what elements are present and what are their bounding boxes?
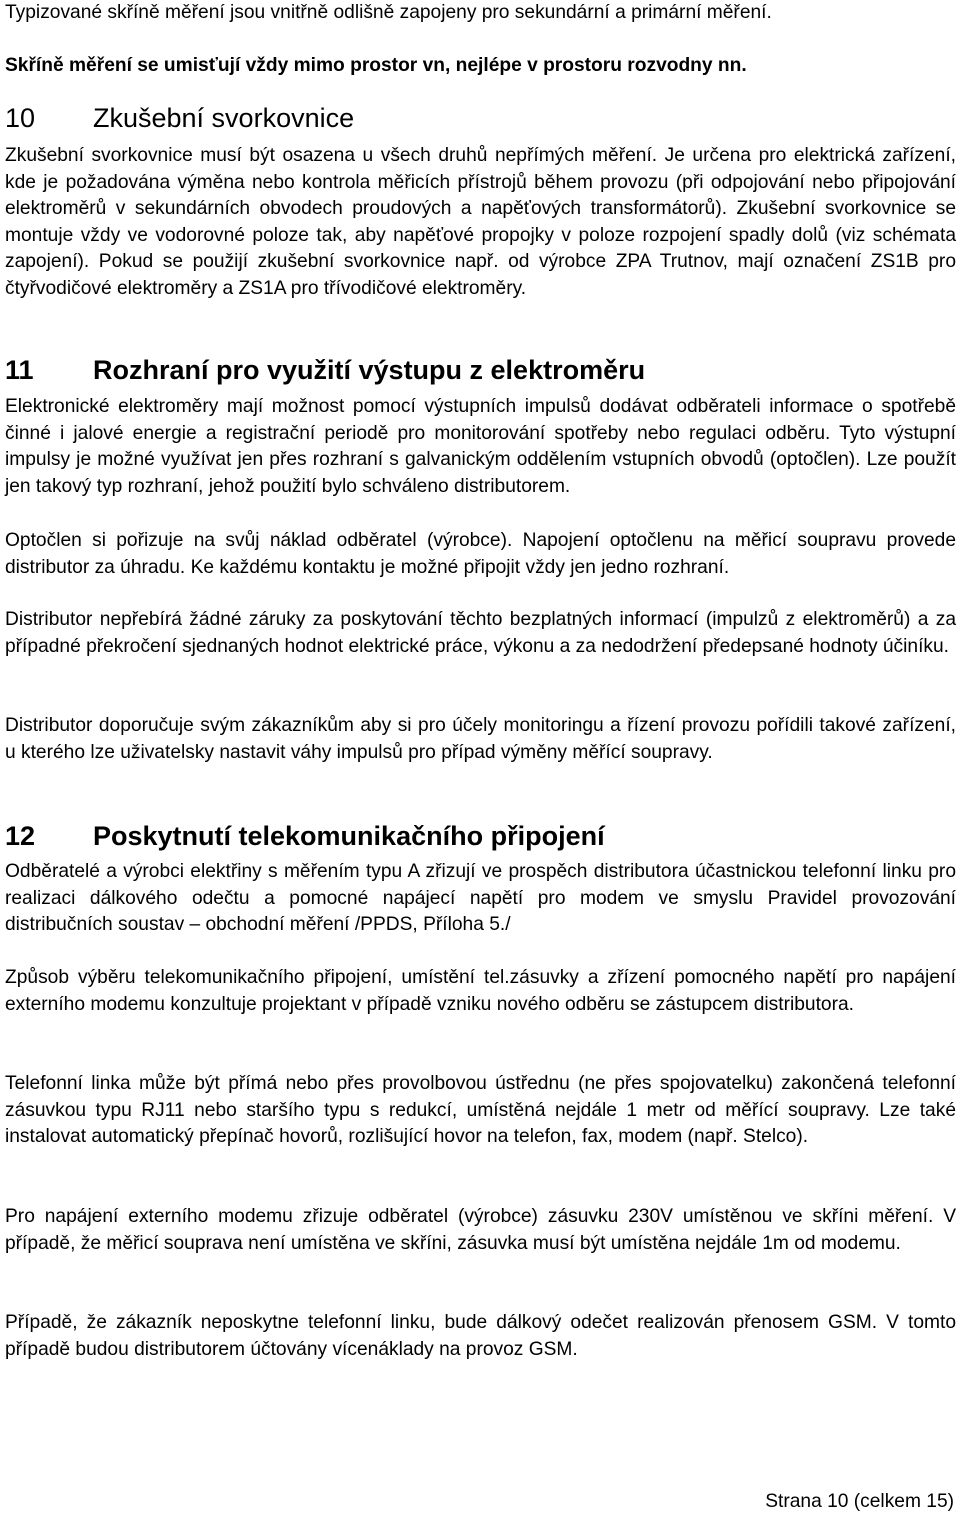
section-12-heading bbox=[5, 820, 605, 852]
section-12-paragraph-3: Telefonní linka může být přímá nebo přes provolbovou ústřednu (ne přes spojovatelku) zakončená telefonní zásuvkou typu RJ11 nebo staršího typu s redukcí, umístěná nejdále 1 metr od měřící soupravy. Lze také instalovat automatický přepínač hovorů, rozlišující hovor na telefon, fax, modem (např. Stelco). bbox=[5, 1073, 956, 1148]
section-10-heading bbox=[5, 102, 354, 134]
section-11-paragraph-3: Distributor nepřebírá žádné záruky za poskytování těchto bezplatných informací (impulzů z elektroměrů) a za případné překročení sjednaných hodnot elektrické práce, výkonu a za nedodržení předepsané hodnoty účiníku. bbox=[5, 609, 956, 657]
intro-paragraph-2: Skříně měření se umisťují vždy mimo prostor vn, nejlépe v prostoru rozvodny nn. bbox=[5, 55, 747, 76]
section-11-paragraph-2: Optočlen si pořizuje na svůj náklad odběratel (výrobce). Napojení optočlenu na měřicí soupravu provede distributor za úhradu. Ke každému kontaktu je možné připojit vždy jen jedno rozhraní. bbox=[5, 530, 956, 578]
section-11-paragraph-4: Distributor doporučuje svým zákazníkům aby si pro účely monitoringu a řízení provozu pořídili takové zařízení, u kterého lze uživatelsky nastavit váhy impulsů pro případ výměny měřící soupravy. bbox=[5, 715, 956, 763]
section-12-paragraph-4: Pro napájení externího modemu zřizuje odběratel (výrobce) zásuvku 230V umístěnou ve skříni měření. V případě, že měřicí souprava není umístěna ve skříni, zásuvka musí být umístěna nejdále 1m od modemu. bbox=[5, 1206, 956, 1254]
section-10-title: Zkušební svorkovnice bbox=[93, 103, 355, 133]
section-11-number: 11 bbox=[5, 355, 34, 385]
section-12-paragraph-5: Případě, že zákazník neposkytne telefonní linku, bude dálkový odečet realizován přenosem GSM. V tomto případě budou distributorem účtovány vícenáklady na provoz GSM. bbox=[5, 1312, 956, 1360]
section-12-paragraph-2: Způsob výběru telekomunikačního připojení, umístění tel.zásuvky a zřízení pomocného napětí pro napájení externího modemu konzultuje projektant v případě vzniku nového odběru se zástupcem distributora. bbox=[5, 967, 956, 1015]
section-12-paragraph-1: Odběratelé a výrobci elektřiny s měřením typu A zřizují ve prospěch distributora účastnickou telefonní linku pro realizaci dálkového odečtu a pomocné napájecí napětí pro modem ve smyslu Pravidel provozování distribučních soustav – obchodní měření /PPDS, Příloha 5./ bbox=[5, 861, 956, 936]
section-11-title: Rozhraní pro využití výstupu z elektroměru bbox=[93, 355, 646, 385]
section-12-number: 12 bbox=[5, 821, 36, 851]
section-11-heading bbox=[5, 354, 645, 386]
section-11-paragraph-1: Elektronické elektroměry mají možnost pomocí výstupních impulsů dodávat odběrateli informace o spotřebě činné i jalové energie a registrační periodě pro monitorování spotřeby nebo regulaci odběru. Tyto výstupní impulsy je možné využívat jen přes rozhraní s galvanickým oddělením vstupních obvodů (optočlen). Lze použít jen takový typ rozhraní, jehož použití bylo schváleno distributorem. bbox=[5, 396, 956, 497]
page-number-footer: Strana 10 (celkem 15) bbox=[765, 1491, 954, 1512]
section-10-paragraph-1: Zkušební svorkovnice musí být osazena u všech druhů nepřímých měření. Je určena pro elektrická zařízení, kde je požadována výměna nebo kontrola měřicích přístrojů během provozu (při odpojování nebo připojování elektroměrů v sekundárních obvodech proudových a napěťových transformátorů). Zkušební svorkovnice se montuje vždy ve vodorovné poloze tak, aby napěťové propojky v poloze rozpojení spadly dolů (viz schémata zapojení). Pokud se použijí zkušební svorkovnice např. od výrobce ZPA Trutnov, mají označení ZS1B pro čtyřvodičové elektroměry a ZS1A pro třívodičové elektroměry. bbox=[5, 145, 956, 299]
intro-paragraph-1: Typizované skříně měření jsou vnitřně odlišně zapojeny pro sekundární a primární měření. bbox=[5, 2, 772, 23]
section-12-title: Poskytnutí telekomunikačního připojení bbox=[93, 821, 605, 851]
section-10-number: 10 bbox=[5, 103, 36, 133]
